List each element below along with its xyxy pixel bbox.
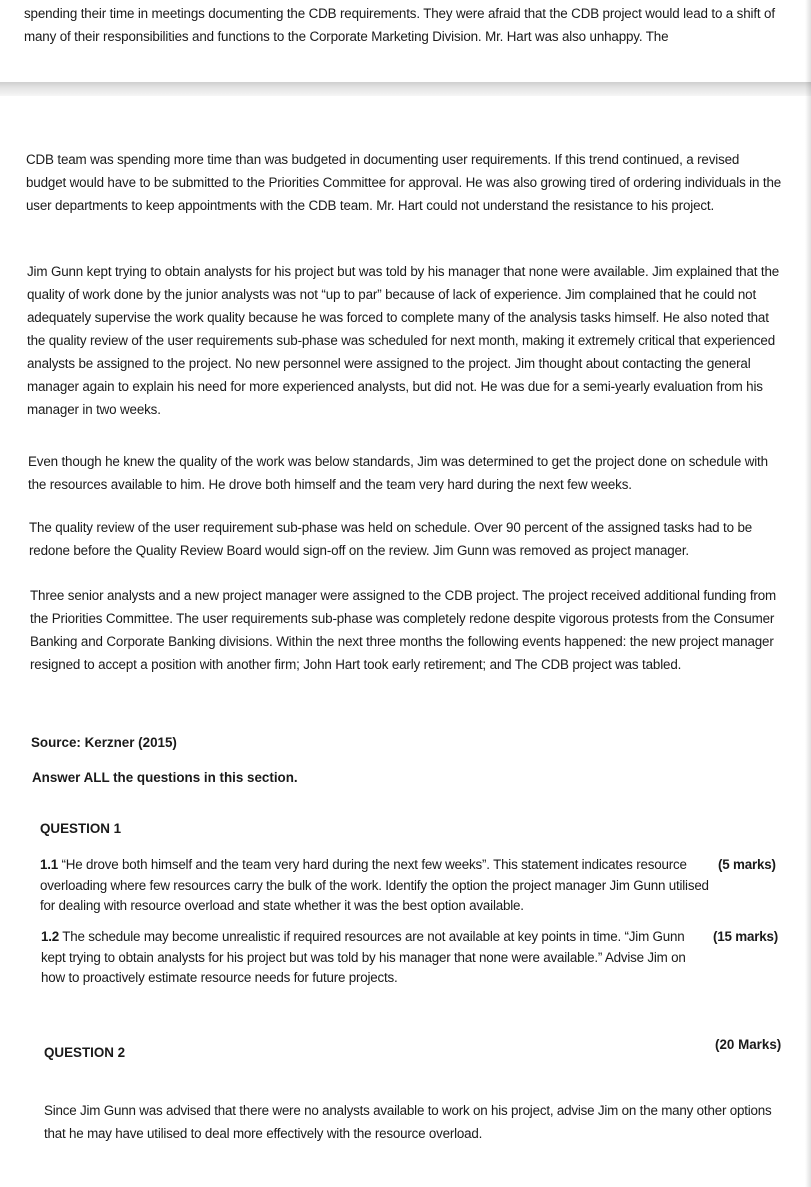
top-paragraph: spending their time in meetings documenting the CDB requirements. They were afraid that the CDB project would lead to a shift of many of their responsibilities and functions to the Corporate Marketing Division. Mr. Hart was also unhappy. The (24, 6, 775, 44)
question-1-2-marks: (15 marks) (713, 929, 778, 944)
question-2-title: QUESTION 2 (44, 1045, 126, 1060)
question-1-1 (40, 855, 712, 917)
question-text: The schedule may become unrealistic if required resources are not available at key points in time. “Jim Gunn kept trying to obtain analysts for his project but was told by his manager that none were available.” Advise Jim on how to proactively estimate resource needs for future projects. (41, 929, 686, 985)
question-number: 1.1 (40, 857, 59, 872)
case-paragraph-3: Even though he knew the quality of the work was below standards, Jim was determined to get the project done on schedule with the resources available to him. He drove both himself and the team very hard during the next few weeks. (28, 454, 768, 492)
source-citation: Source: Kerzner (2015) (31, 735, 177, 750)
question-text: “He drove both himself and the team very hard during the next few weeks”. This statement indicates resource overloading where few resources carry the bulk of the work. Identify the option the project manager Jim Gunn utilised for dealing with resource overload and state whether it was the best option available. (40, 857, 709, 913)
case-paragraph-2: Jim Gunn kept trying to obtain analysts for his project but was told by his manager that none were available. Jim explained that the quality of work done by the junior analysts was not “up to par” because of lack of experience. Jim complained that he could not adequately supervise the work quality because he was forced to complete many of the analysis tasks himself. He also noted that the quality review of the user requirements sub-phase was scheduled for next month, making it extremely critical that experienced analysts be assigned to the project. No new personnel were assigned to the project. Jim thought about contacting the general manager again to explain his need for more experienced analysts, but did not. He was due for a semi-yearly evaluation from his manager in two weeks. (27, 264, 780, 417)
case-paragraph-5: Three senior analysts and a new project manager were assigned to the CDB project. The project received additional funding from the Priorities Committee. The user requirements sub-phase was completely redone despite vigorous protests from the Consumer Banking and Corporate Banking divisions. Within the next three months the following events happened: the new project manager resigned to accept a position with another firm; John Hart took early retirement; and The CDB project was tabled. (30, 588, 777, 672)
question-1-1-marks: (5 marks) (718, 857, 776, 872)
question-1-2 (41, 927, 711, 989)
question-2-marks: (20 Marks) (715, 1037, 782, 1052)
case-paragraph-1: CDB team was spending more time than was budgeted in documenting user requirements. If this trend continued, a revised budget would have to be submitted to the Priorities Committee for approval. He was also growing tired of ordering individuals in the user departments to keep appointments with the CDB team. Mr. Hart could not understand the resistance to his project. (26, 152, 782, 213)
page-edge-shadow (805, 0, 811, 1187)
question-2-text: Since Jim Gunn was advised that there were no analysts available to work on his project, advise Jim on the many other options that he may have utilised to deal more effectively with the resource overload. (44, 1103, 772, 1141)
case-paragraph-4: The quality review of the user requirement sub-phase was held on schedule. Over 90 percent of the assigned tasks had to be redone before the Quality Review Board would sign-off on the review. Jim Gunn was removed as project manager. (29, 520, 753, 558)
page-break-gap (0, 82, 811, 96)
question-1-title: QUESTION 1 (40, 821, 122, 836)
section-instruction: Answer ALL the questions in this section. (32, 770, 298, 785)
question-number: 1.2 (41, 929, 60, 944)
